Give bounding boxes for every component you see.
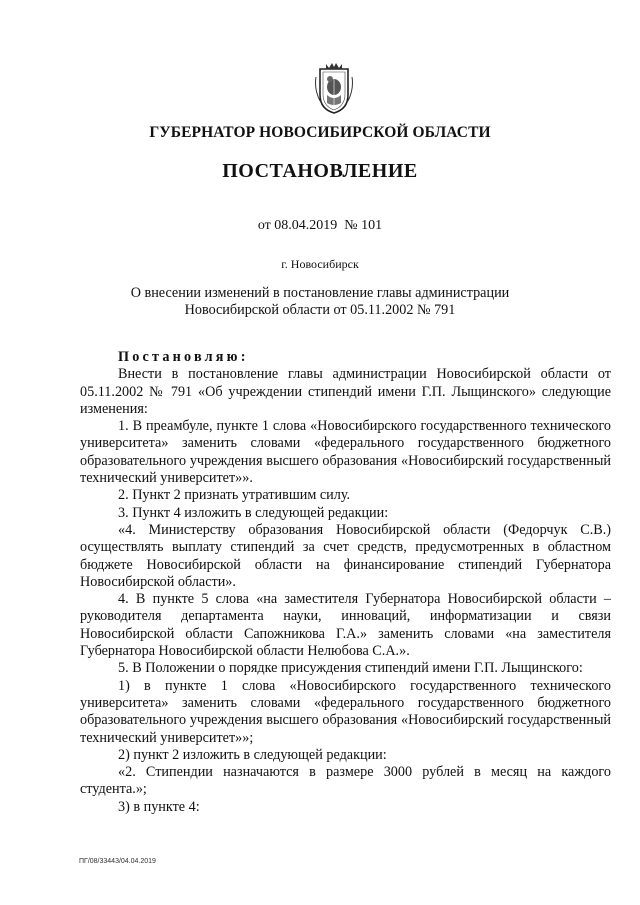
subject-line-1: О внесении изменений в постановление главы администрации — [130, 285, 510, 301]
decree-colon: : — [240, 349, 246, 365]
authority-title: ГУБЕРНАТОР НОВОСИБИРСКОЙ ОБЛАСТИ — [149, 124, 491, 141]
document-type: ПОСТАНОВЛЕНИЕ — [222, 160, 418, 182]
document-date-number: от 08.04.2019 № 101 — [257, 218, 383, 233]
paragraph: 1. В преамбуле, пункте 1 слова «Новосибирского государственного технического университета» заменить словами «федерального государственного бюджетного образовательного учреждения высшего образования «Новосибирский государственный технический университет»». — [80, 418, 611, 487]
document-body — [80, 349, 611, 816]
paragraph: «4. Министерству образования Новосибирской области (Федорчук С.В.) осуществлять выплату стипендий за счет средств, предусмотренных в областном бюджете Новосибирской области на финансирование стипендий Губернатора Новосибирской области». — [80, 521, 611, 590]
document-footer-code: ПГ/08/33443/04.04.2019 — [79, 858, 156, 865]
decree-heading — [80, 349, 611, 366]
decree-word: Постановляю — [118, 349, 241, 365]
paragraph: 2. Пункт 2 признать утратившим силу. — [118, 487, 351, 504]
paragraph: Внести в постановление главы администрации Новосибирской области от 05.11.2002 № 791 «Об учреждении стипендий имени Г.П. Лыщинского» следующие изменения: — [80, 366, 611, 417]
paragraph: «2. Стипендии назначаются в размере 3000 рублей в месяц на каждого студента.»; — [80, 764, 611, 798]
paragraph: 1) в пункте 1 слова «Новосибирского государственного технического университета» заменить словами «федерального государственного бюджетного образовательного учреждения высшего образования «Новосибирский государственный технический университет»»; — [80, 677, 611, 746]
coat-of-arms-icon — [314, 59, 354, 115]
document-city: г. Новосибирск — [281, 257, 359, 271]
document-subject — [0, 285, 640, 319]
subject-line-2: Новосибирской области от 05.11.2002 № 791 — [184, 302, 456, 318]
paragraph: 4. В пункте 5 слова «на заместителя Губернатора Новосибирской области – руководителя департамента науки, инноваций, информатизации и связи Новосибирской области Сапожникова Г.А.» заменить словами «на заместителя Губернатора Новосибирской области Нелюбова С.А.». — [80, 591, 611, 660]
paragraph: 2) пункт 2 изложить в следующей редакции: — [118, 746, 387, 763]
paragraph: 5. В Положении о порядке присуждения стипендий имени Г.П. Лыщинского: — [118, 660, 583, 677]
paragraph: 3) в пункте 4: — [118, 798, 200, 815]
paragraph: 3. Пункт 4 изложить в следующей редакции: — [118, 504, 389, 521]
